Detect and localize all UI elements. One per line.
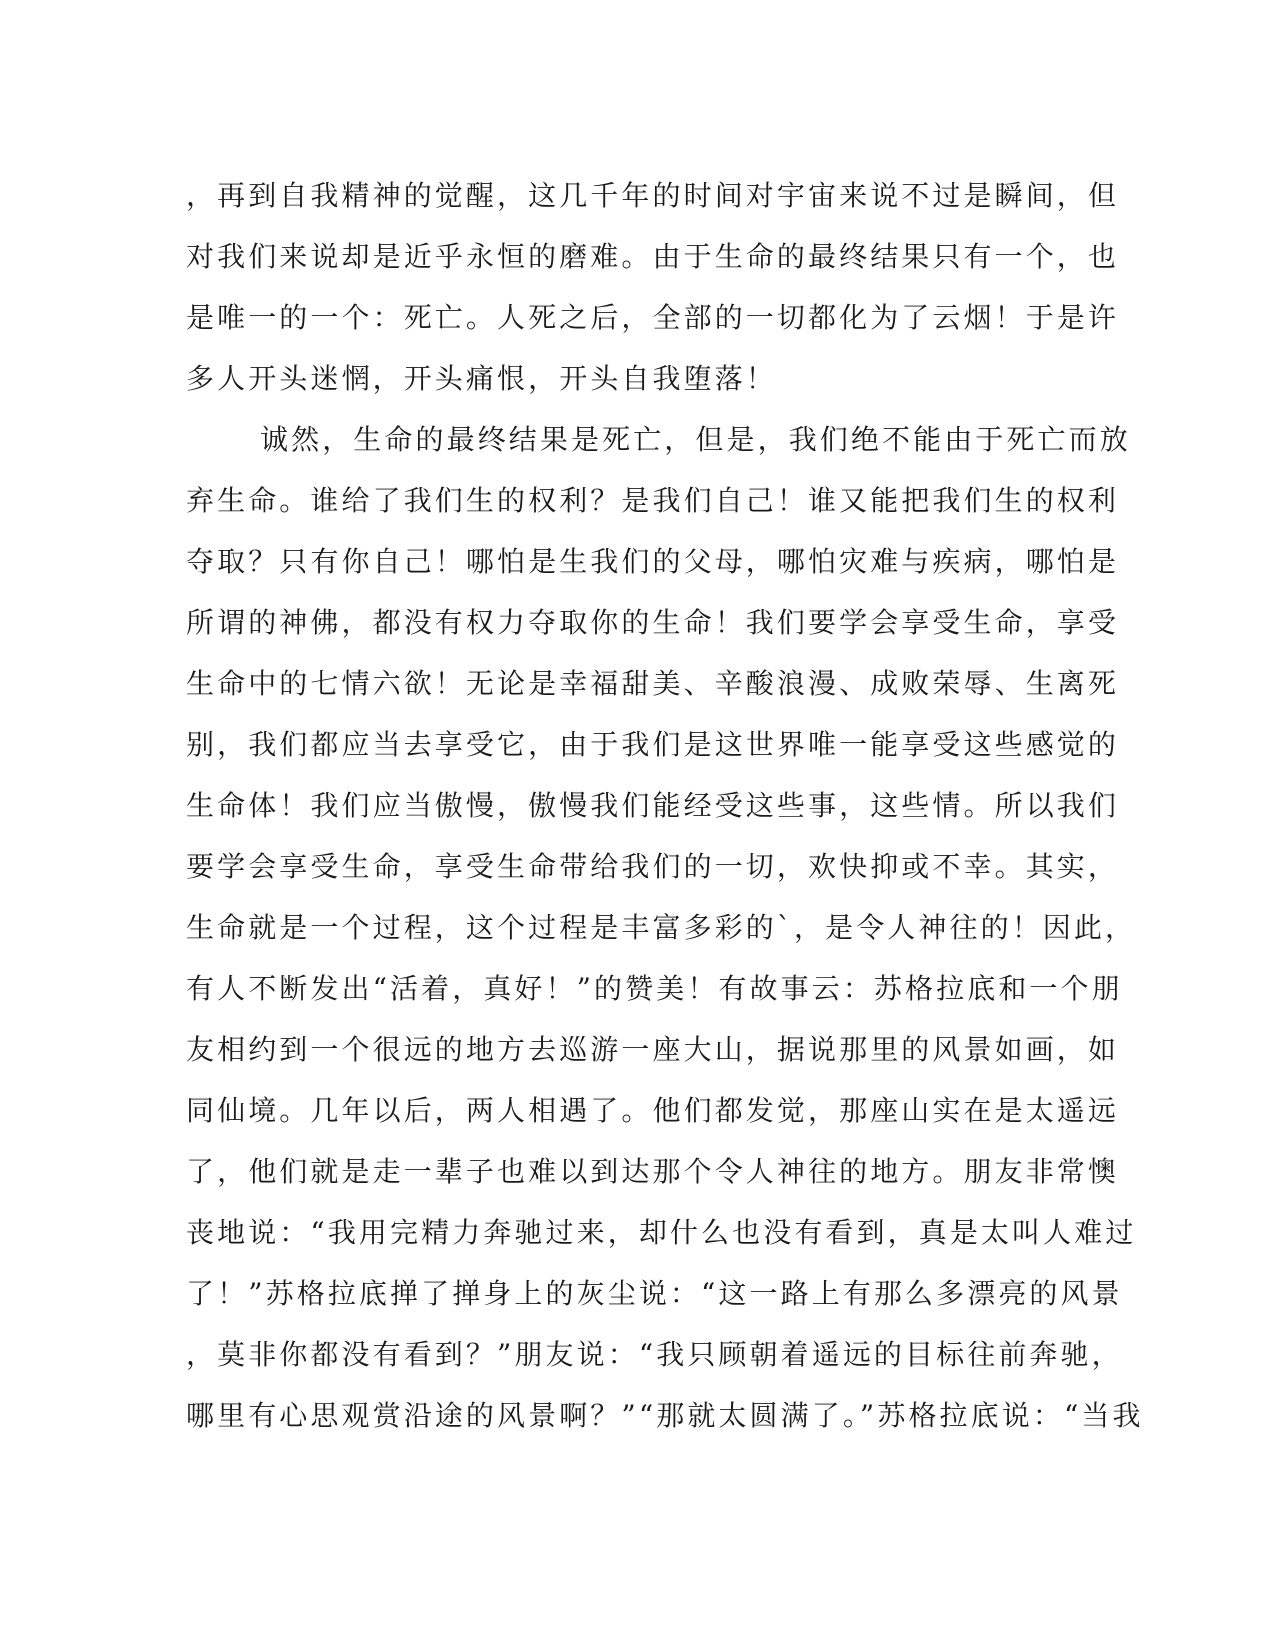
text-line: 生命就是一个过程，这个过程是丰富多彩的`，是令人神往的！因此， (186, 911, 1137, 944)
body-text (186, 165, 1144, 1446)
text-line: 了，他们就是走一辈子也难以到达那个令人神往的地方。朋友非常懊 (186, 1155, 1120, 1188)
text-line: 生命体！我们应当傲慢，傲慢我们能经受这些事，这些情。所以我们 (186, 789, 1120, 822)
text-line: 多人开头迷惘，开头痛恨，开头自我堕落！ (186, 362, 777, 395)
text-line: 丧地说：“我用完精力奔驰过来，却什么也没有看到，真是太叫人难过 (186, 1216, 1137, 1249)
text-line: 要学会享受生命，享受生命带给我们的一切，欢快抑或不幸。其实， (186, 850, 1120, 883)
text-line: 同仙境。几年以后，两人相遇了。他们都发觉，那座山实在是太遥远 (186, 1094, 1120, 1127)
text-line: 友相约到一个很远的地方去巡游一座大山，据说那里的风景如画，如 (186, 1033, 1120, 1066)
text-line: 有人不断发出“活着，真好！”的赞美！有故事云：苏格拉底和一个朋 (186, 972, 1123, 1005)
text-line: 生命中的七情六欲！无论是幸福甜美、辛酸浪漫、成败荣辱、生离死 (186, 667, 1120, 700)
text-line: 别，我们都应当去享受它，由于我们是这世界唯一能享受这些感觉的 (186, 728, 1120, 761)
text-line: 夺取？只有你自己！哪怕是生我们的父母，哪怕灾难与疾病，哪怕是 (186, 545, 1120, 578)
text-line: 对我们来说却是近乎永恒的磨难。由于生命的最终结果只有一个，也 (186, 240, 1120, 273)
text-line: ，再到自我精神的觉醒，这几千年的时间对宇宙来说不过是瞬间，但 (186, 179, 1120, 212)
text-line: 了！”苏格拉底掸了掸身上的灰尘说：“这一路上有那么多漂亮的风景 (186, 1277, 1123, 1310)
text-line: 所谓的神佛，都没有权力夺取你的生命！我们要学会享受生命，享受 (186, 606, 1120, 639)
text-line: 哪里有心思观赏沿途的风景啊？”“那就太圆满了。”苏格拉底说：“当我 (186, 1399, 1144, 1432)
text-line: 是唯一的一个：死亡。人死之后，全部的一切都化为了云烟！于是许 (186, 301, 1120, 334)
text-line: ，莫非你都没有看到？”朋友说：“我只顾朝着遥远的目标往前奔驰， (186, 1338, 1123, 1371)
text-line: 弃生命。谁给了我们生的权利？是我们自己！谁又能把我们生的权利 (186, 484, 1120, 517)
paragraph-start-line: 诚然，生命的最终结果是死亡，但是，我们绝不能由于死亡而放 (260, 423, 1131, 456)
